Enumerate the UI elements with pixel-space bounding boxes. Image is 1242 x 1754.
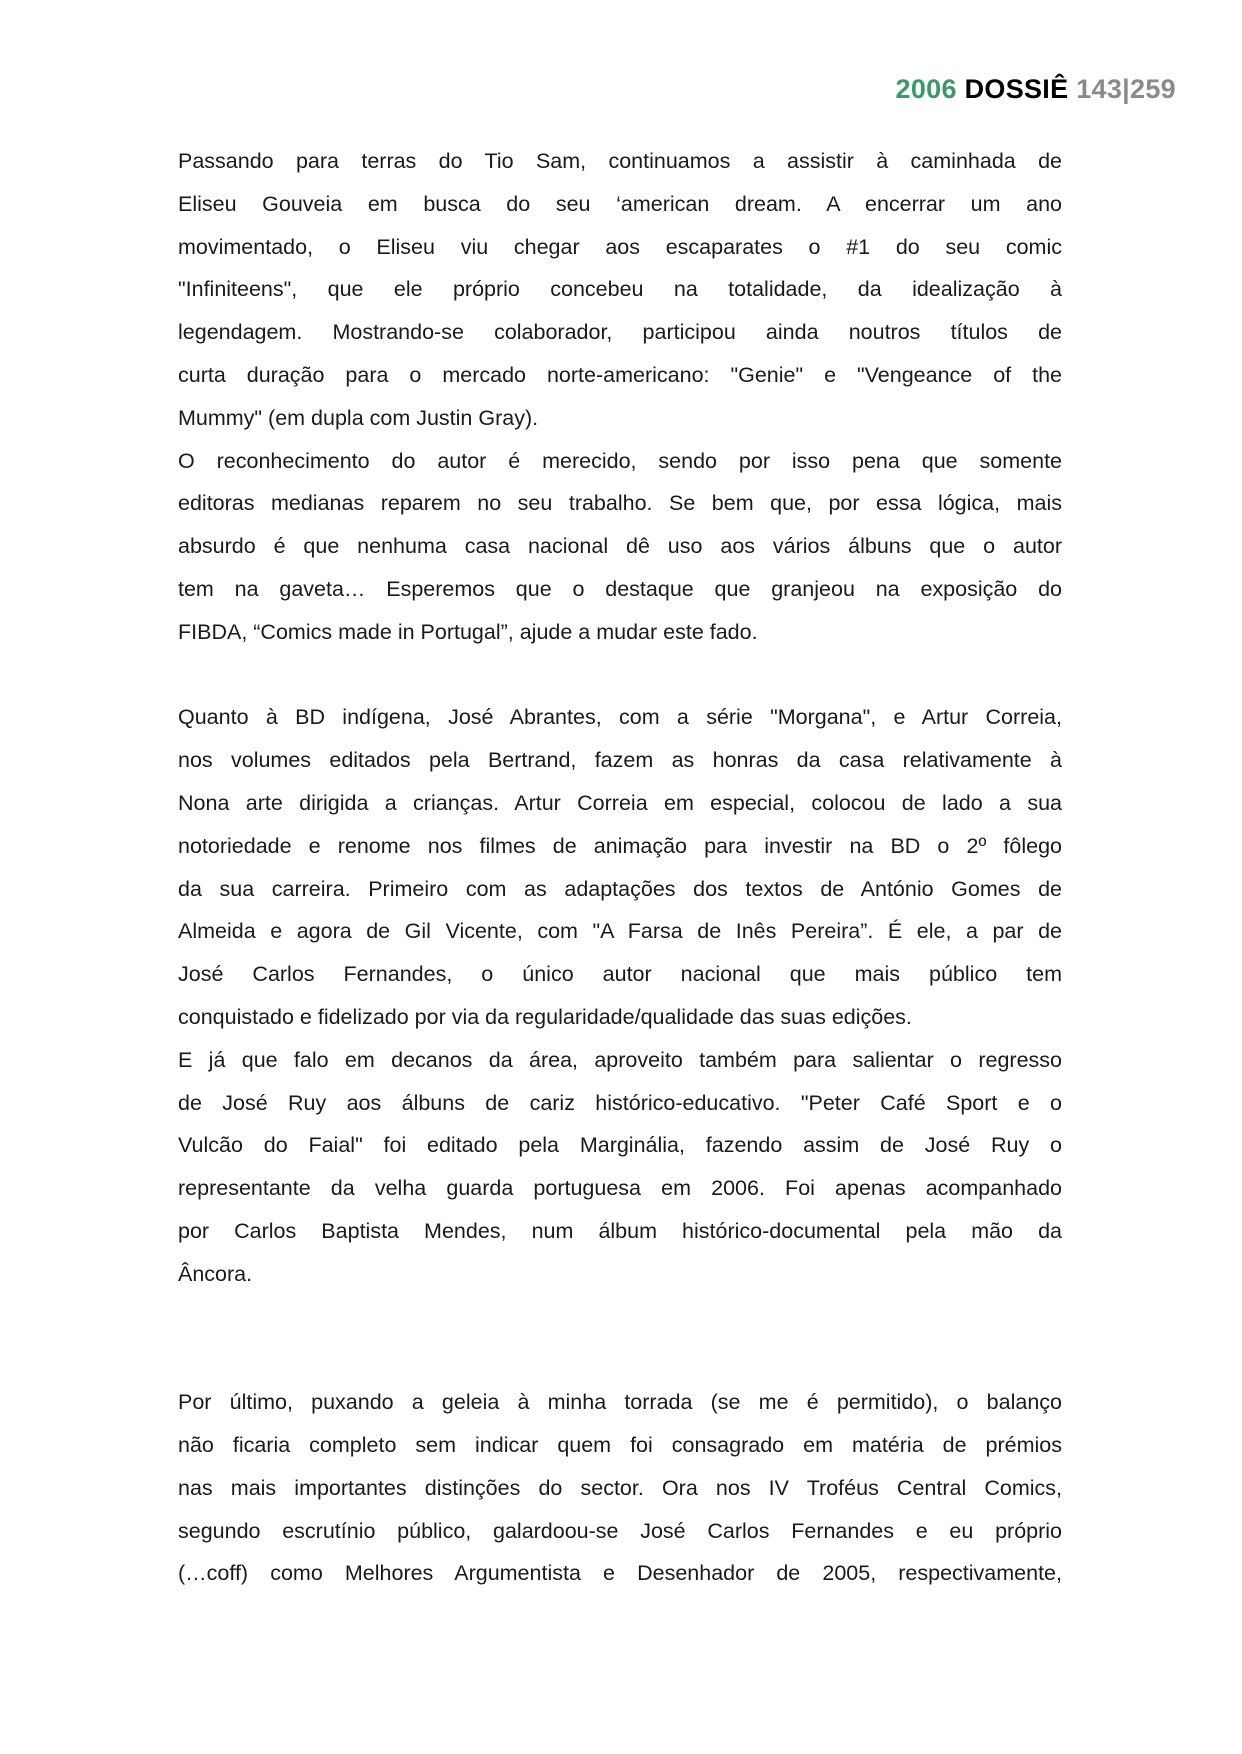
text-line: Âncora. — [178, 1261, 253, 1286]
text-line: Mummy" (em dupla com Justin Gray). — [178, 405, 539, 430]
text-line: absurdo é que nenhuma casa nacional dê uso aos vários álbuns que o autor — [178, 534, 1062, 559]
text-line: conquistado e fidelizado por via da regularidade/qualidade das suas edições. — [178, 1004, 912, 1029]
blank-line — [178, 1338, 1062, 1381]
text-line: Quanto à BD indígena, José Abrantes, com a série "Morgana", e Artur Correia, — [178, 705, 1062, 730]
text-line: Passando para terras do Tio Sam, continuamos a assistir à caminhada de — [178, 149, 1062, 173]
text-line: Por último, puxando a geleia à minha torrada (se me é permitido), o balanço — [178, 1390, 1062, 1415]
text-line: não ficaria completo sem indicar quem foi consagrado em matéria de prémios — [178, 1432, 1062, 1457]
text-line: editoras medianas reparem no seu trabalho. Se bem que, por essa lógica, mais — [178, 491, 1062, 516]
text-line: Almeida e agora de Gil Vicente, com "A Farsa de Inês Pereira”. É ele, a par de — [178, 919, 1062, 944]
text-line: legendagem. Mostrando-se colaborador, participou ainda noutros títulos de — [178, 320, 1062, 345]
blank-line — [178, 654, 1062, 697]
text-line: representante da velha guarda portuguesa em 2006. Foi apenas acompanhado — [178, 1176, 1062, 1201]
text-line: movimentado, o Eliseu viu chegar aos escaparates o #1 do seu comic — [178, 234, 1062, 259]
text-line: tem na gaveta… Esperemos que o destaque que granjeou na exposição do — [178, 576, 1062, 601]
header-title: DOSSIÊ — [964, 74, 1069, 104]
text-line: por Carlos Baptista Mendes, num álbum histórico-documental pela mão da — [178, 1218, 1062, 1243]
text-line: curta duração para o mercado norte-americano: "Genie" e "Vengeance of the — [178, 362, 1062, 387]
text-line: de José Ruy aos álbuns de cariz histórico-educativo. "Peter Café Sport e o — [178, 1090, 1062, 1115]
text-line: nas mais importantes distinções do sector. Ora nos IV Troféus Central Comics, — [178, 1475, 1062, 1500]
text-line: nos volumes editados pela Bertrand, fazem as honras da casa relativamente à — [178, 748, 1062, 773]
text-line: José Carlos Fernandes, o único autor nacional que mais público tem — [178, 962, 1062, 987]
text-line: Nona arte dirigida a crianças. Artur Correia em especial, colocou de lado a sua — [178, 790, 1062, 815]
text-line: "Infiniteens", que ele próprio concebeu na totalidade, da idealização à — [178, 277, 1062, 302]
page-header — [896, 74, 1176, 105]
text-line: da sua carreira. Primeiro com as adaptações dos textos de António Gomes de — [178, 876, 1062, 901]
header-year: 2006 — [895, 74, 957, 104]
body-text — [178, 140, 1062, 1595]
text-line: Eliseu Gouveia em busca do seu ‘american dream. A encerrar um ano — [178, 191, 1062, 216]
text-line: Vulcão do Faial" foi editado pela Marginália, fazendo assim de José Ruy o — [178, 1133, 1062, 1158]
text-line: E já que falo em decanos da área, aproveito também para salientar o regresso — [178, 1047, 1062, 1072]
text-line: notoriedade e renome nos filmes de animação para investir na BD o 2º fôlego — [178, 833, 1062, 858]
page-number: 143|259 — [1076, 74, 1176, 104]
text-line: FIBDA, “Comics made in Portugal”, ajude a mudar este fado. — [178, 619, 758, 644]
text-line: segundo escrutínio público, galardoou-se José Carlos Fernandes e eu próprio — [178, 1518, 1062, 1543]
text-line: (…coff) como Melhores Argumentista e Desenhador de 2005, respectivamente, — [178, 1561, 1062, 1586]
blank-line — [178, 1296, 1062, 1339]
text-line: O reconhecimento do autor é merecido, sendo por isso pena que somente — [178, 448, 1062, 473]
